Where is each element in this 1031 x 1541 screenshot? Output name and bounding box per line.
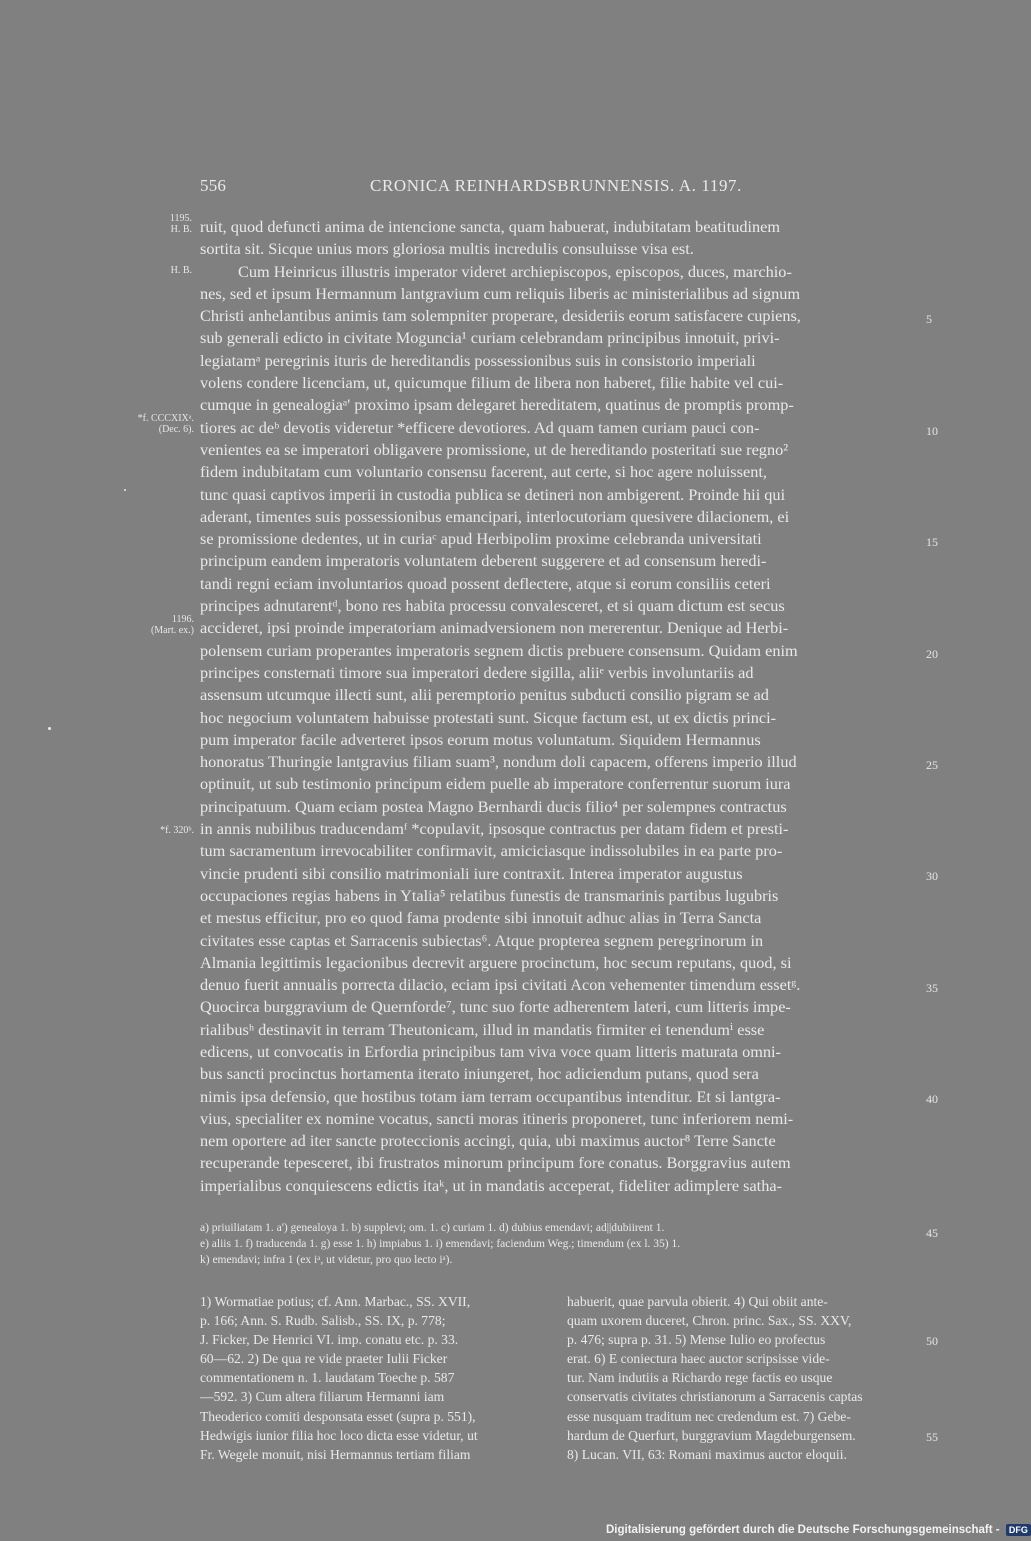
line-number: 45 bbox=[926, 1226, 938, 1240]
text-line: Cum Heinricus illustris imperator videret archiepiscopos, episcopos, duces, marchio- bbox=[238, 261, 792, 281]
text-line: nimis ipsa defensio, que hostibus totam iam terram occupantibus intenditur. Et si lantgra- bbox=[200, 1086, 781, 1106]
line-number: 25 bbox=[926, 758, 938, 772]
text-line: recuperande tepesceret, ibi frustratos minorum principum fore conatus. Borggravius autem bbox=[200, 1153, 791, 1173]
text-line: assensum utcumque illecti sunt, alii peremptorio penitus subducti consilio pigram se ad bbox=[200, 685, 769, 705]
text-line: tunc quasi captivos imperii in custodia publica se detineri non ambigerent. Proinde hii qui bbox=[200, 484, 786, 504]
apparatus-line: a) priuiliatam 1. a') genealoya 1. b) supplevi; om. 1. c) curiam 1. d) dubius emendavi; ad||dubiirent 1. bbox=[200, 1222, 665, 1234]
text-line: principatuum. Quam eciam postea Magno Bernhardi ducis filio⁴ per solempnes contractus bbox=[200, 796, 787, 816]
footnote-line: erat. 6) E coniectura haec auctor scripsisse vide- bbox=[567, 1351, 830, 1367]
footnotes-left-column bbox=[200, 1292, 552, 1464]
footnote-line: Fr. Wegele monuit, nisi Hermannus tertiam filiam bbox=[200, 1446, 471, 1462]
page-number: 556 bbox=[200, 176, 227, 195]
dfg-logo: DFG bbox=[1006, 1524, 1031, 1536]
text-line: pum imperator facile adverteret ipsos eorum motus voluntatum. Siquidem Hermannus bbox=[200, 729, 761, 749]
text-line: et mestus efficitur, pro eo quod fama prodente sibi innotuit adhuc alias in Terra Sancta bbox=[200, 908, 762, 928]
text-line: bus sancti procinctus hortamenta iterato iniungeret, hoc adiciendum putans, quod sera bbox=[200, 1064, 759, 1084]
footnote-line: conservatis civitates christianorum a Sarracenis captas bbox=[567, 1389, 863, 1405]
footnote-line: hardum de Querfurt, burggravium Magdeburgensem. bbox=[567, 1427, 856, 1443]
text-line: nes, sed et ipsum Hermannum lantgravium cum reliquis liberis ac ministerialibus ad signum bbox=[200, 283, 801, 303]
text-line: aderant, timentes suis possessionibus emancipari, interlocutoriam quesivere dilacionem, ei bbox=[200, 506, 790, 526]
text-line: honoratus Thuringie lantgravius filiam suam³, nondum doli capacem, offerens imperio illud bbox=[200, 752, 797, 772]
text-line: nem oportere ad iter sancte proteccionis accingi, quia, ubi maximus auctor⁸ Terre Sancte bbox=[200, 1131, 776, 1151]
credit-text: Digitalisierung gefördert durch die Deutsche Forschungsgemeinschaft - bbox=[606, 1524, 1000, 1537]
line-number: 15 bbox=[926, 535, 938, 549]
text-line: legiatamᵃ peregrinis ituris de hereditandis possessionibus suis in consistorio imperiali bbox=[200, 350, 756, 370]
text-line: fidem indubitatam cum voluntario consensu facerent, aut certe, si hoc agere noluissent, bbox=[200, 462, 767, 482]
text-line: ruit, quod defuncti anima de intencione sancta, quam habuerat, indubitatam beatitudinem bbox=[200, 217, 781, 236]
line-number: 55 bbox=[926, 1430, 938, 1444]
critical-apparatus bbox=[200, 1221, 920, 1268]
footnote-line: commentationem n. 1. laudatam Toeche p. 587 bbox=[200, 1370, 455, 1386]
text-line: Almania legittimis legacionibus decrevit arguere procinctum, hoc secum reputans, quod, si bbox=[200, 952, 792, 972]
footnote-line: p. 166; Ann. S. Rudb. Salisb., SS. IX, p. 778; bbox=[200, 1313, 446, 1329]
line-number: 35 bbox=[926, 981, 938, 995]
footnote-line: 60—62. 2) De qua re vide praeter Iulii Ficker bbox=[200, 1351, 448, 1367]
text-line: occupaciones regias habens in Ytalia⁵ relatibus funestis de transmarinis partibus lugubris bbox=[200, 885, 779, 905]
text-line: denuo fuerit annualis porrecta dilacio, eciam ipsi civitati Acon vehementer timendum essetᵍ. bbox=[200, 975, 801, 995]
text-line: vius, specialiter ex nomine vocatus, sancti moras itineris proponeret, tunc inferiorem nemi- bbox=[200, 1108, 794, 1128]
text-line: principes adnutarentᵈ, bono res habita processu convalesceret, et si quam dictum est secus bbox=[200, 596, 785, 616]
margin-note-hb: H. B. bbox=[170, 265, 192, 276]
text-line: optinuit, ut sub testimonio principum eidem puelle ab imperatore conferrentur suorum iura bbox=[200, 774, 791, 794]
footnote-line: —592. 3) Cum altera filiarum Hermanni iam bbox=[200, 1389, 445, 1405]
apparatus-line: e) aliis 1. f) traducenda 1. g) esse 1. h) impiabus 1. i) emendavi; faciendum Weg.; timendum (ex l. 35) 1. bbox=[200, 1237, 681, 1250]
text-line: cumque in genealogiaᵃ' proximo ipsam delegaret hereditatem, quatinus de promptis promp- bbox=[200, 395, 794, 415]
scan-speck bbox=[124, 489, 126, 491]
line-number: 5 bbox=[926, 312, 932, 326]
footnote-line: habuerit, quae parvula obierit. 4) Qui obiit ante- bbox=[567, 1294, 828, 1309]
line-number: 20 bbox=[926, 647, 938, 661]
line-number: 30 bbox=[926, 869, 938, 883]
text-line: hoc negocium voluntatem habuisse protestati sunt. Sicque factum est, ut ex dictis princi- bbox=[200, 707, 777, 727]
margin-note-folio-320: *f. 320ᵇ. bbox=[160, 825, 194, 836]
text-line: sub generali edicto in civitate Moguncia¹ curiam celebrandam principibus innotuit, privi- bbox=[200, 328, 780, 348]
text-line: tandi regni eciam involuntarios quoad possent deflectere, atque si eorum consiliis ceteri bbox=[200, 573, 771, 593]
text-line: principes consternati timore sua imperatori dedere sigilla, aliiᵉ verbis involuntariis ad bbox=[200, 662, 754, 682]
running-header bbox=[200, 176, 918, 200]
text-line: rialibusʰ destinavit in terram Theutonicam, illud in mandatis firmiter ei tenendumⁱ esse bbox=[200, 1019, 765, 1039]
text-line: Christi anhelantibus animis tam solempniter properare, desideriis eorum satisfacere cupiens, bbox=[200, 306, 801, 326]
text-line: tiores ac deᵇ devotis videretur *efficere devotiores. Ad quam tamen curiam pauci con- bbox=[200, 417, 760, 437]
text-line: vincie prudenti sibi consilio matrimoniali iure contraxit. Interea imperator augustus bbox=[200, 863, 743, 883]
scan-speck bbox=[48, 727, 51, 730]
text-line: civitates esse captas et Sarracenis subiectas⁶. Atque propterea segnem peregrinorum in bbox=[200, 930, 764, 950]
line-number: 50 bbox=[926, 1334, 938, 1348]
footnote-line: quam uxorem duceret, Chron. princ. Sax., SS. XXV, bbox=[567, 1313, 852, 1329]
line-number: 10 bbox=[926, 424, 938, 438]
footnote-line: p. 476; supra p. 31. 5) Mense Iulio eo profectus bbox=[567, 1332, 826, 1348]
digitization-credit bbox=[606, 1524, 1031, 1536]
margin-note-year-1195: 1195. H. B. bbox=[169, 213, 192, 235]
footnotes-right-column bbox=[567, 1292, 919, 1464]
text-line: in annis nubilibus traducendamᶠ *copulavit, ipsosque contractus per datam fidem et presti- bbox=[200, 819, 789, 839]
margin-note-year-1196: 1196. (Mart. ex.) bbox=[150, 614, 194, 636]
footnote-line: tur. Nam indutiis a Richardo rege factis eo usque bbox=[567, 1370, 833, 1386]
text-line: tum sacramentum irrevocabiliter confirmavit, amiciciasque indissolubiles in ea parte pro- bbox=[200, 841, 783, 861]
footnote-line: Hedwigis iunior filia hoc loco dicta esse videtur, ut bbox=[200, 1427, 478, 1443]
running-title: CRONICA REINHARDSBRUNNENSIS. A. 1197. bbox=[370, 176, 743, 195]
line-number: 40 bbox=[926, 1092, 938, 1106]
footnote-line: 1) Wormatiae potius; cf. Ann. Marbac., SS. XVII, bbox=[200, 1294, 471, 1309]
footnote-line: esse nusquam traditum nec credendum est. 7) Gebe- bbox=[567, 1408, 851, 1424]
text-line: polensem curiam properantes imperatoris segnem dictis prebuere consensum. Quidam enim bbox=[200, 640, 798, 660]
text-line: imperialibus conquiescens edictis itaᵏ, ut in mandatis acceperat, fideliter adimplere satha- bbox=[200, 1175, 782, 1195]
text-line: volens condere licenciam, ut, quicumque filium de libera non haberet, filie habite vel cui- bbox=[200, 373, 784, 393]
apparatus-line: k) emendavi; infra 1 (ex iᵃ, ut videtur, pro quo lecto iᵃ). bbox=[200, 1253, 453, 1266]
text-line: sortita sit. Sicque unius mors gloriosa multis incredulis consuluisse visa est. bbox=[200, 239, 694, 259]
text-line: se promissione dedentes, ut in curiaᶜ apud Herbipolim proxime celebranda universitati bbox=[200, 529, 762, 549]
main-text bbox=[200, 216, 920, 1197]
footnote-line: J. Ficker, De Henrici VI. imp. conatu etc. p. 33. bbox=[200, 1332, 459, 1348]
text-line: accideret, ipsi proinde imperatoriam animadversionem non mererentur. Denique ad Herbi- bbox=[200, 618, 789, 638]
margin-note-folio-319: *f. CCCXIXᵃ. (Dec. 6). bbox=[137, 413, 194, 435]
text-line: edicens, ut convocatis in Erfordia principibus tam viva voce quam litteris maturata omni- bbox=[200, 1041, 781, 1061]
footnote-line: Theoderico comiti desponsata esset (supra p. 551), bbox=[200, 1408, 476, 1424]
text-line: principum eandem imperatoris voluntatem deberent suggerere et ad consensum heredi- bbox=[200, 551, 767, 571]
text-line: venientes ea se imperatori obligavere promissione, ut de hereditando posteritati sue regno² bbox=[200, 439, 789, 459]
text-line: Quocirca burggravium de Quernforde⁷, tunc suo forte adherentem lateri, cum litteris impe- bbox=[200, 997, 791, 1017]
footnote-line: 8) Lucan. VII, 63: Romani maximus auctor eloquii. bbox=[567, 1446, 847, 1462]
